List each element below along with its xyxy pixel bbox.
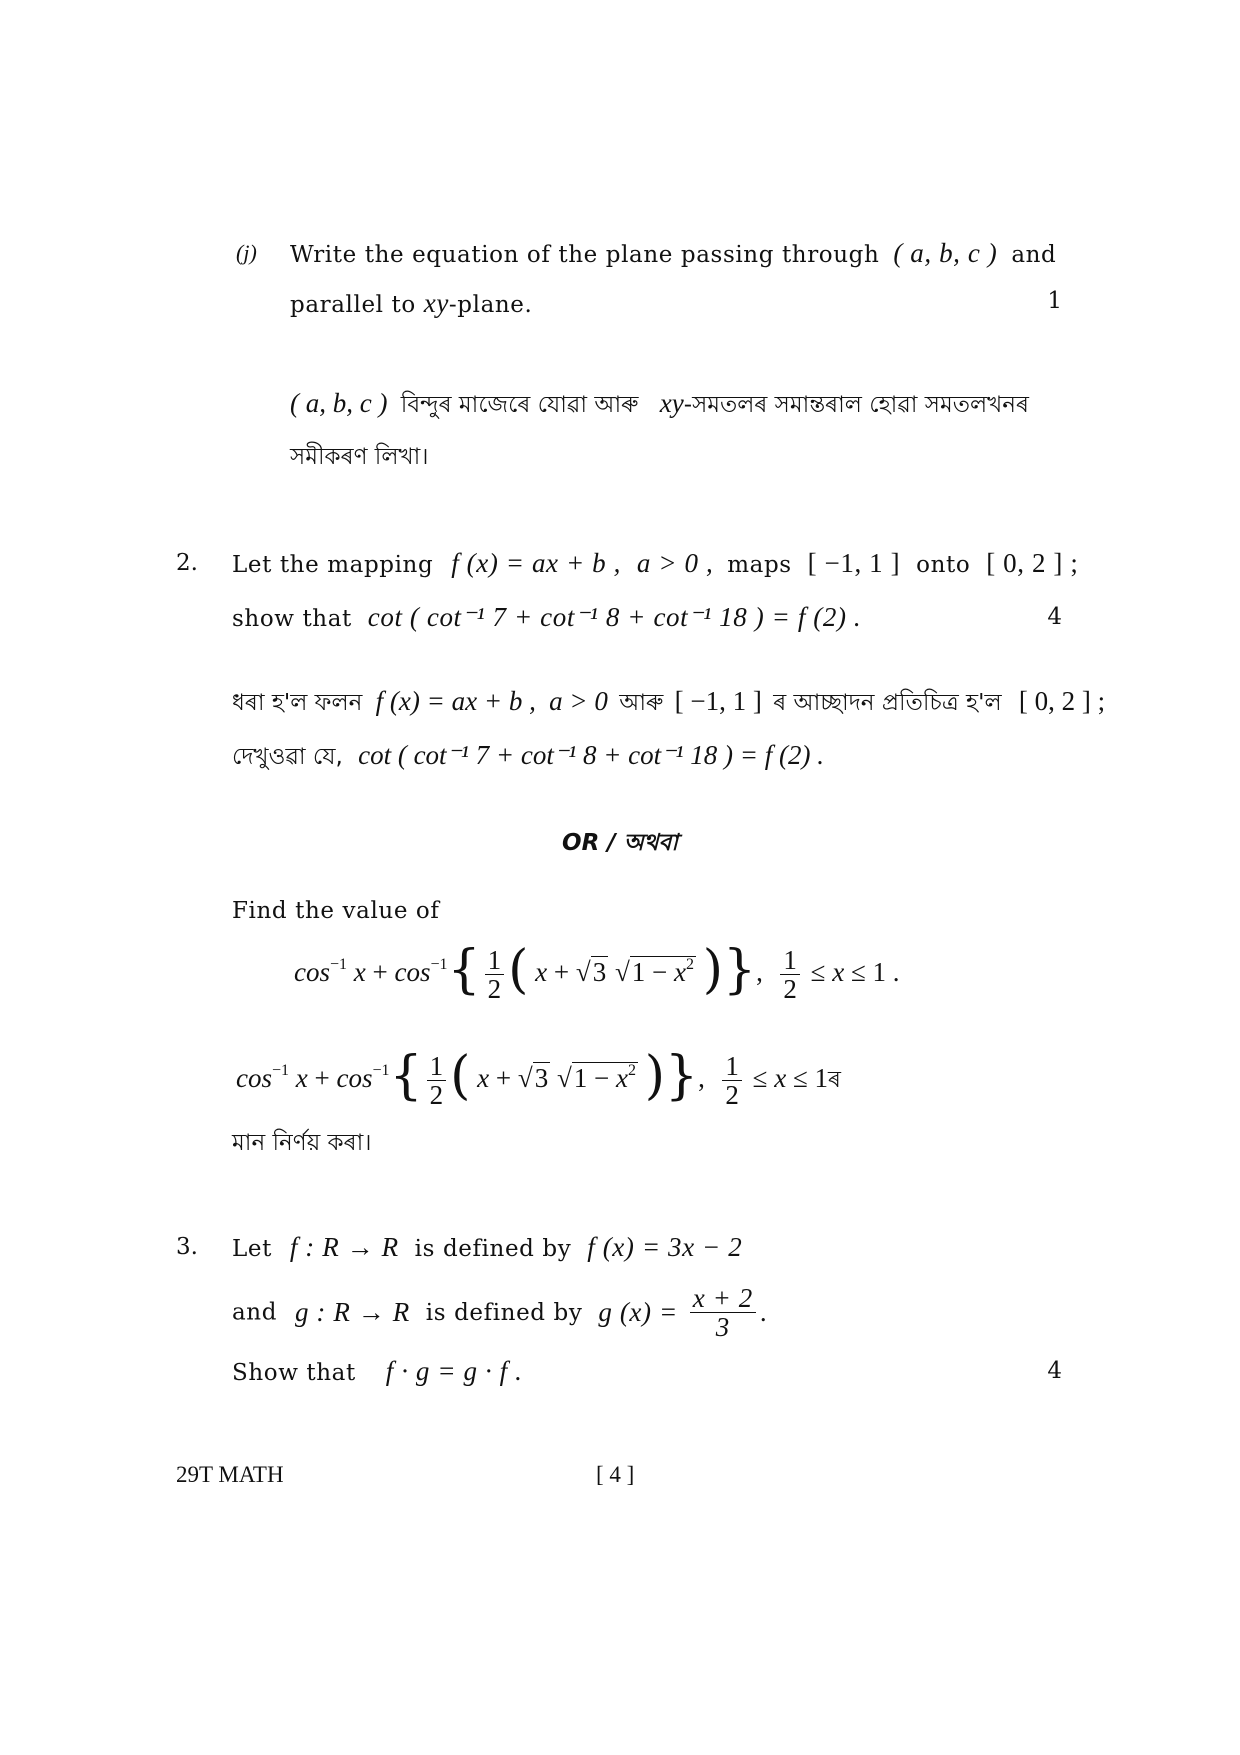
- q1j-english-line1: [290, 238, 1057, 269]
- text: Write the equation of the plane passing through: [290, 242, 880, 268]
- q1j-assamese-line1: [290, 386, 1060, 425]
- text: ৰ আচ্ছাদন প্ৰতিচিত্ৰ হ'ল: [773, 690, 1002, 716]
- question-number: 3.: [176, 1234, 198, 1260]
- q2-english-line2: [232, 602, 861, 633]
- range-interval: [ 0, 2 ] ;: [1018, 686, 1106, 716]
- domain-interval: [ −1, 1 ]: [674, 686, 762, 716]
- point-abc: ( a, b, c ): [290, 388, 388, 418]
- question-number: 2.: [176, 550, 198, 576]
- q2or-english-line: Find the value of: [232, 898, 440, 924]
- text: দেখুওৱা যে,: [232, 744, 343, 770]
- cot-expression: cot ( cot⁻¹ 7 + cot⁻¹ 8 + cot⁻¹ 18 ) = f (2) .: [358, 740, 824, 770]
- text: maps: [727, 552, 792, 578]
- xy-symbol: xy: [659, 388, 684, 418]
- g-mapping: g : R → R: [294, 1297, 410, 1327]
- q2-assamese-line1: [232, 684, 1105, 723]
- cot-expression: cot ( cot⁻¹ 7 + cot⁻¹ 8 + cot⁻¹ 18 ) = f (2) .: [367, 602, 862, 632]
- text: and: [1011, 242, 1057, 268]
- xy-symbol: xy: [423, 288, 449, 318]
- text: Show that: [232, 1360, 356, 1386]
- text: parallel to: [290, 292, 416, 318]
- q1j-assamese-line2: সমীকৰণ লিখা।: [290, 444, 429, 470]
- q2-assamese-line2: [232, 738, 824, 777]
- text: is defined by: [414, 1236, 572, 1262]
- text: -সমতলৰ সমান্তৰাল হোৱা সমতলখনৰ: [683, 392, 1029, 418]
- g-denominator: 3: [715, 1312, 730, 1342]
- marks: 4: [1047, 604, 1062, 630]
- composition-expression: f · g = g · f .: [385, 1356, 523, 1386]
- paper-code: 29T MATH: [176, 1462, 284, 1487]
- q3-line3: [232, 1356, 522, 1387]
- domain-interval: [ −1, 1 ]: [807, 548, 901, 578]
- text: Let the mapping: [232, 552, 434, 578]
- inverse-cos-formula: $\cos^{-1} x + \cos^{-1}${ $\frac{1}{2}$ ( x + √3 $√1 - x^2$ )}, $\frac{1}{2}$ ≤ x ≤ 1 .: [294, 940, 900, 1005]
- point-abc: ( a, b, c ): [893, 238, 998, 268]
- text: আৰু: [619, 690, 664, 716]
- q3-line1: [232, 1232, 742, 1263]
- g-lhs: g (x) =: [598, 1297, 678, 1327]
- page-number: [ 4 ]: [596, 1462, 635, 1487]
- text: Let: [232, 1236, 272, 1262]
- range-interval: [ 0, 2 ] ;: [986, 548, 1079, 578]
- q3-line2: and g : R → R is defined by g (x) = $\frac{x + 2}{3}$ .: [232, 1283, 768, 1342]
- condition: a > 0: [549, 686, 608, 716]
- f-mapping: f : R → R: [289, 1232, 399, 1262]
- or-separator: OR / অথবা: [562, 830, 678, 856]
- function-f: f (x) = ax + b ,: [375, 686, 536, 716]
- text: is defined by: [425, 1299, 583, 1326]
- q2-english-line1: [232, 548, 1078, 579]
- g-numerator: x + 2: [690, 1284, 756, 1313]
- q2or-assamese-line2: মান নিৰ্ণয় কৰা।: [232, 1130, 372, 1156]
- assamese-suffix: ৰ: [828, 1067, 841, 1093]
- text: -plane.: [448, 292, 533, 318]
- text: and: [232, 1299, 278, 1326]
- text: বিন্দুৰ মাজেৰে যোৱা আৰু: [400, 392, 639, 418]
- text: onto: [916, 552, 971, 578]
- f-definition: f (x) = 3x − 2: [587, 1232, 743, 1262]
- marks: 1: [1047, 288, 1062, 314]
- text: ধৰা হ'ল ফলন: [232, 690, 363, 716]
- text: show that: [232, 606, 352, 632]
- q1j-english-line2: [290, 288, 532, 319]
- marks: 4: [1047, 1358, 1062, 1384]
- subquestion-label: (j): [236, 240, 257, 265]
- condition: a > 0 ,: [636, 548, 714, 578]
- function-f: f (x) = ax + b ,: [451, 548, 621, 578]
- g-fraction: [690, 1284, 756, 1341]
- inverse-cos-formula-assamese: $\cos^{-1} x + \cos^{-1}${ $\frac{1}{2}$ ( x + √3 $√1 - x^2$ )}, $\frac{1}{2}$ ≤ x ≤ 1ৰ: [236, 1046, 841, 1111]
